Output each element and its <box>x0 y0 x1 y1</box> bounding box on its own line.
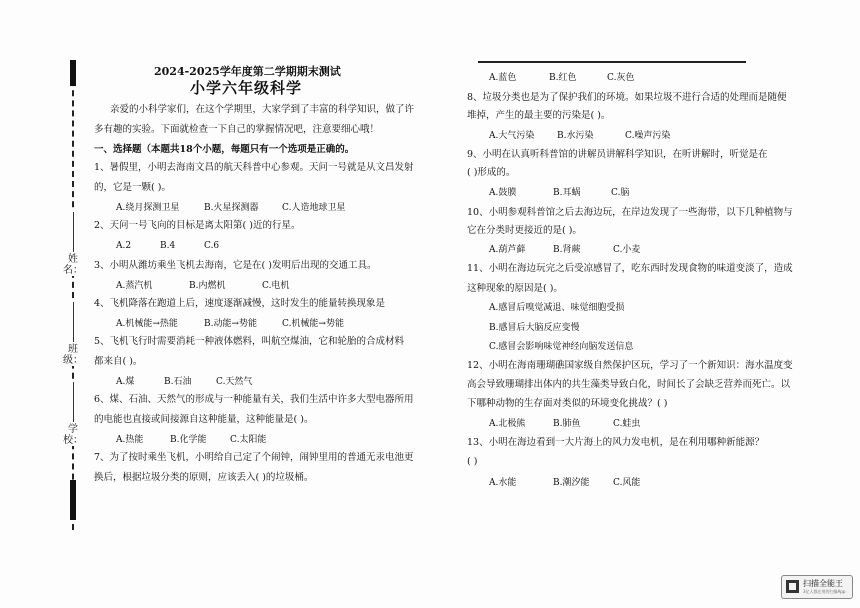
question-line: 高会导致珊瑚排出体内的共生藻类导致白化，时间长了会缺乏营养而死亡。以 <box>467 379 791 390</box>
question-line: 5、飞机飞行时需要消耗一种液体燃料，叫航空煤油，它和轮胎的合成材料 <box>94 336 405 347</box>
answer-option[interactable]: A.鼓膜 <box>489 188 517 198</box>
watermark-title: 扫描全能王 <box>803 579 843 588</box>
question-line: 1、暑假里，小明去海南文昌的航天科普中心参观。天问一号就是从文昌发射 <box>94 162 414 173</box>
binding-strip <box>58 60 88 530</box>
intro-line: 多有趣的实验。下面就检查一下自己的掌握情况吧，注意要细心哦！ <box>94 124 380 135</box>
section-heading: 一、选择题（本题共18个小题，每题只有一个选项是正确的。 <box>94 144 355 155</box>
answer-option[interactable]: A.2 <box>116 241 132 251</box>
answer-option[interactable]: A.水能 <box>489 478 517 488</box>
question-line: 9、小明在认真听科普馆的讲解员讲解科学知识，在听讲解时，听觉是在 <box>467 149 768 160</box>
exam-main-title: 小学六年级科学 <box>190 79 303 97</box>
answer-option[interactable]: A.北极熊 <box>489 419 526 429</box>
question-line: 3、小明从潍坊乘坐飞机去海南，它是在( )发明后出现的交通工具。 <box>94 260 377 271</box>
answer-option[interactable]: C.噪声污染 <box>625 131 671 141</box>
answer-option[interactable]: A.机械能→热能 <box>116 319 178 329</box>
binding-dashed-line <box>72 60 74 530</box>
answer-option[interactable]: B.感冒后大脑反应变慢 <box>489 323 580 333</box>
question-line: 12、小明在海南珊瑚礁国家级自然保护区玩，学习了一个新知识：海水温度变 <box>467 360 793 371</box>
answer-option[interactable]: A.热能 <box>116 435 144 445</box>
question-line: 的，它是一颗( )。 <box>94 182 171 193</box>
question-line: 10、小明参观科普馆之后去海边玩，在岸边发现了一些海带，以下几种植物与 <box>467 207 793 218</box>
answer-option[interactable]: A.煤 <box>116 377 135 387</box>
answer-option[interactable]: C.感冒会影响味觉神经向脑发送信息 <box>489 342 634 352</box>
question-line: 4、飞机降落在跑道上后，速度逐渐减慢，这时发生的能量转换现象是 <box>94 298 386 309</box>
answer-option[interactable]: B.肾蕨 <box>553 245 581 255</box>
answer-option[interactable]: B.火星探测器 <box>204 203 259 213</box>
question-line: 的电能也直接或间接源自这种能量，这种能量是( )。 <box>94 414 314 425</box>
name-label: 姓名： <box>63 254 83 276</box>
class-underline <box>73 302 74 342</box>
question-line: 6、煤、石油、天然气的形成与一种能量有关，我们生活中许多大型电器所用 <box>94 394 414 405</box>
question-line: 13、小明在海边看到一大片海上的风力发电机，是在利用哪种新能源？ <box>467 437 765 448</box>
answer-option[interactable]: A.大气污染 <box>489 131 535 141</box>
answer-option[interactable]: C.人造地球卫星 <box>282 203 346 213</box>
question-line: 8、垃圾分类也是为了保护我们的环境。如果垃圾不进行合适的处理而是随便 <box>467 92 787 103</box>
answer-option[interactable]: B.肺鱼 <box>553 419 581 429</box>
answer-option[interactable]: B.潮汐能 <box>553 478 590 488</box>
answer-option[interactable]: B.4 <box>160 241 176 251</box>
answer-option[interactable]: B.内燃机 <box>189 281 226 291</box>
answer-option[interactable]: C.6 <box>204 241 220 251</box>
answer-option[interactable]: A.感冒后嗅觉减退、味觉细胞受损 <box>489 303 625 313</box>
school-field <box>60 380 86 446</box>
qr-code-icon <box>786 580 799 593</box>
answer-option[interactable]: C.太阳能 <box>230 435 267 445</box>
question-line: ( )形成的。 <box>467 167 516 178</box>
answer-option[interactable]: A.葫芦藓 <box>489 245 526 255</box>
answer-option[interactable]: C.小麦 <box>613 245 641 255</box>
question-line: 堆掉，产生的最主要的污染是( )。 <box>467 110 611 121</box>
answer-option[interactable]: C.风能 <box>613 478 641 488</box>
answer-option[interactable]: A.蓝色 <box>489 73 517 83</box>
answer-option[interactable]: B.动能→势能 <box>204 319 258 329</box>
question-line: ( ) <box>467 456 478 467</box>
question-line: 都来自( )。 <box>94 356 143 367</box>
answer-option[interactable]: C.灰色 <box>607 73 635 83</box>
answer-option[interactable]: C.电机 <box>262 281 290 291</box>
name-underline <box>73 212 74 252</box>
watermark-subtitle: 3亿人都在用的扫描App <box>803 589 846 594</box>
question-line: 它在分类时更接近的是( )。 <box>467 225 582 236</box>
answer-option[interactable]: B.水污染 <box>557 131 594 141</box>
answer-option[interactable]: B.耳蜗 <box>553 188 581 198</box>
question-line: 11、小明在海边玩完之后受凉感冒了，吃东西时发现食物的味道变淡了，造成 <box>467 263 793 274</box>
question-line: 换后，根据垃圾分类的原则，应该丢入( )的垃圾桶。 <box>94 472 314 483</box>
question-line: 下哪种动物的生存面对类似的环境变化挑战？( ) <box>467 398 668 409</box>
scanner-watermark <box>781 575 853 599</box>
column-top-rule <box>478 61 746 63</box>
name-field <box>60 210 86 276</box>
exam-year-title: 2024-2025学年度第二学期期末测试 <box>154 65 341 78</box>
class-field <box>60 300 86 366</box>
class-label: 班级： <box>63 344 83 366</box>
school-label: 学校： <box>63 424 83 446</box>
binding-mark <box>70 480 76 520</box>
answer-option[interactable]: C.天然气 <box>216 377 253 387</box>
answer-option[interactable]: B.化学能 <box>170 435 207 445</box>
question-line: 这种现象的原因是( )。 <box>467 283 563 294</box>
answer-option[interactable]: A.绕月探测卫星 <box>116 203 180 213</box>
intro-line: 亲爱的小科学家们，在这个学期里，大家学到了丰富的科学知识，做了许 <box>110 104 415 115</box>
answer-option[interactable]: C.蛙虫 <box>613 419 641 429</box>
answer-option[interactable]: B.石油 <box>164 377 192 387</box>
school-underline <box>73 382 74 422</box>
question-line: 7、为了按时乘坐飞机，小明给自己定了个闹钟，闹钟里用的普通无汞电池更 <box>94 452 414 463</box>
binding-mark <box>70 60 76 86</box>
answer-option[interactable]: C.机械能→势能 <box>282 319 344 329</box>
question-line: 2、天问一号飞向的目标是离太阳第( )近的行星。 <box>94 220 301 231</box>
answer-option[interactable]: B.红色 <box>549 73 577 83</box>
answer-option[interactable]: A.蒸汽机 <box>116 281 153 291</box>
answer-option[interactable]: C.脑 <box>611 188 630 198</box>
